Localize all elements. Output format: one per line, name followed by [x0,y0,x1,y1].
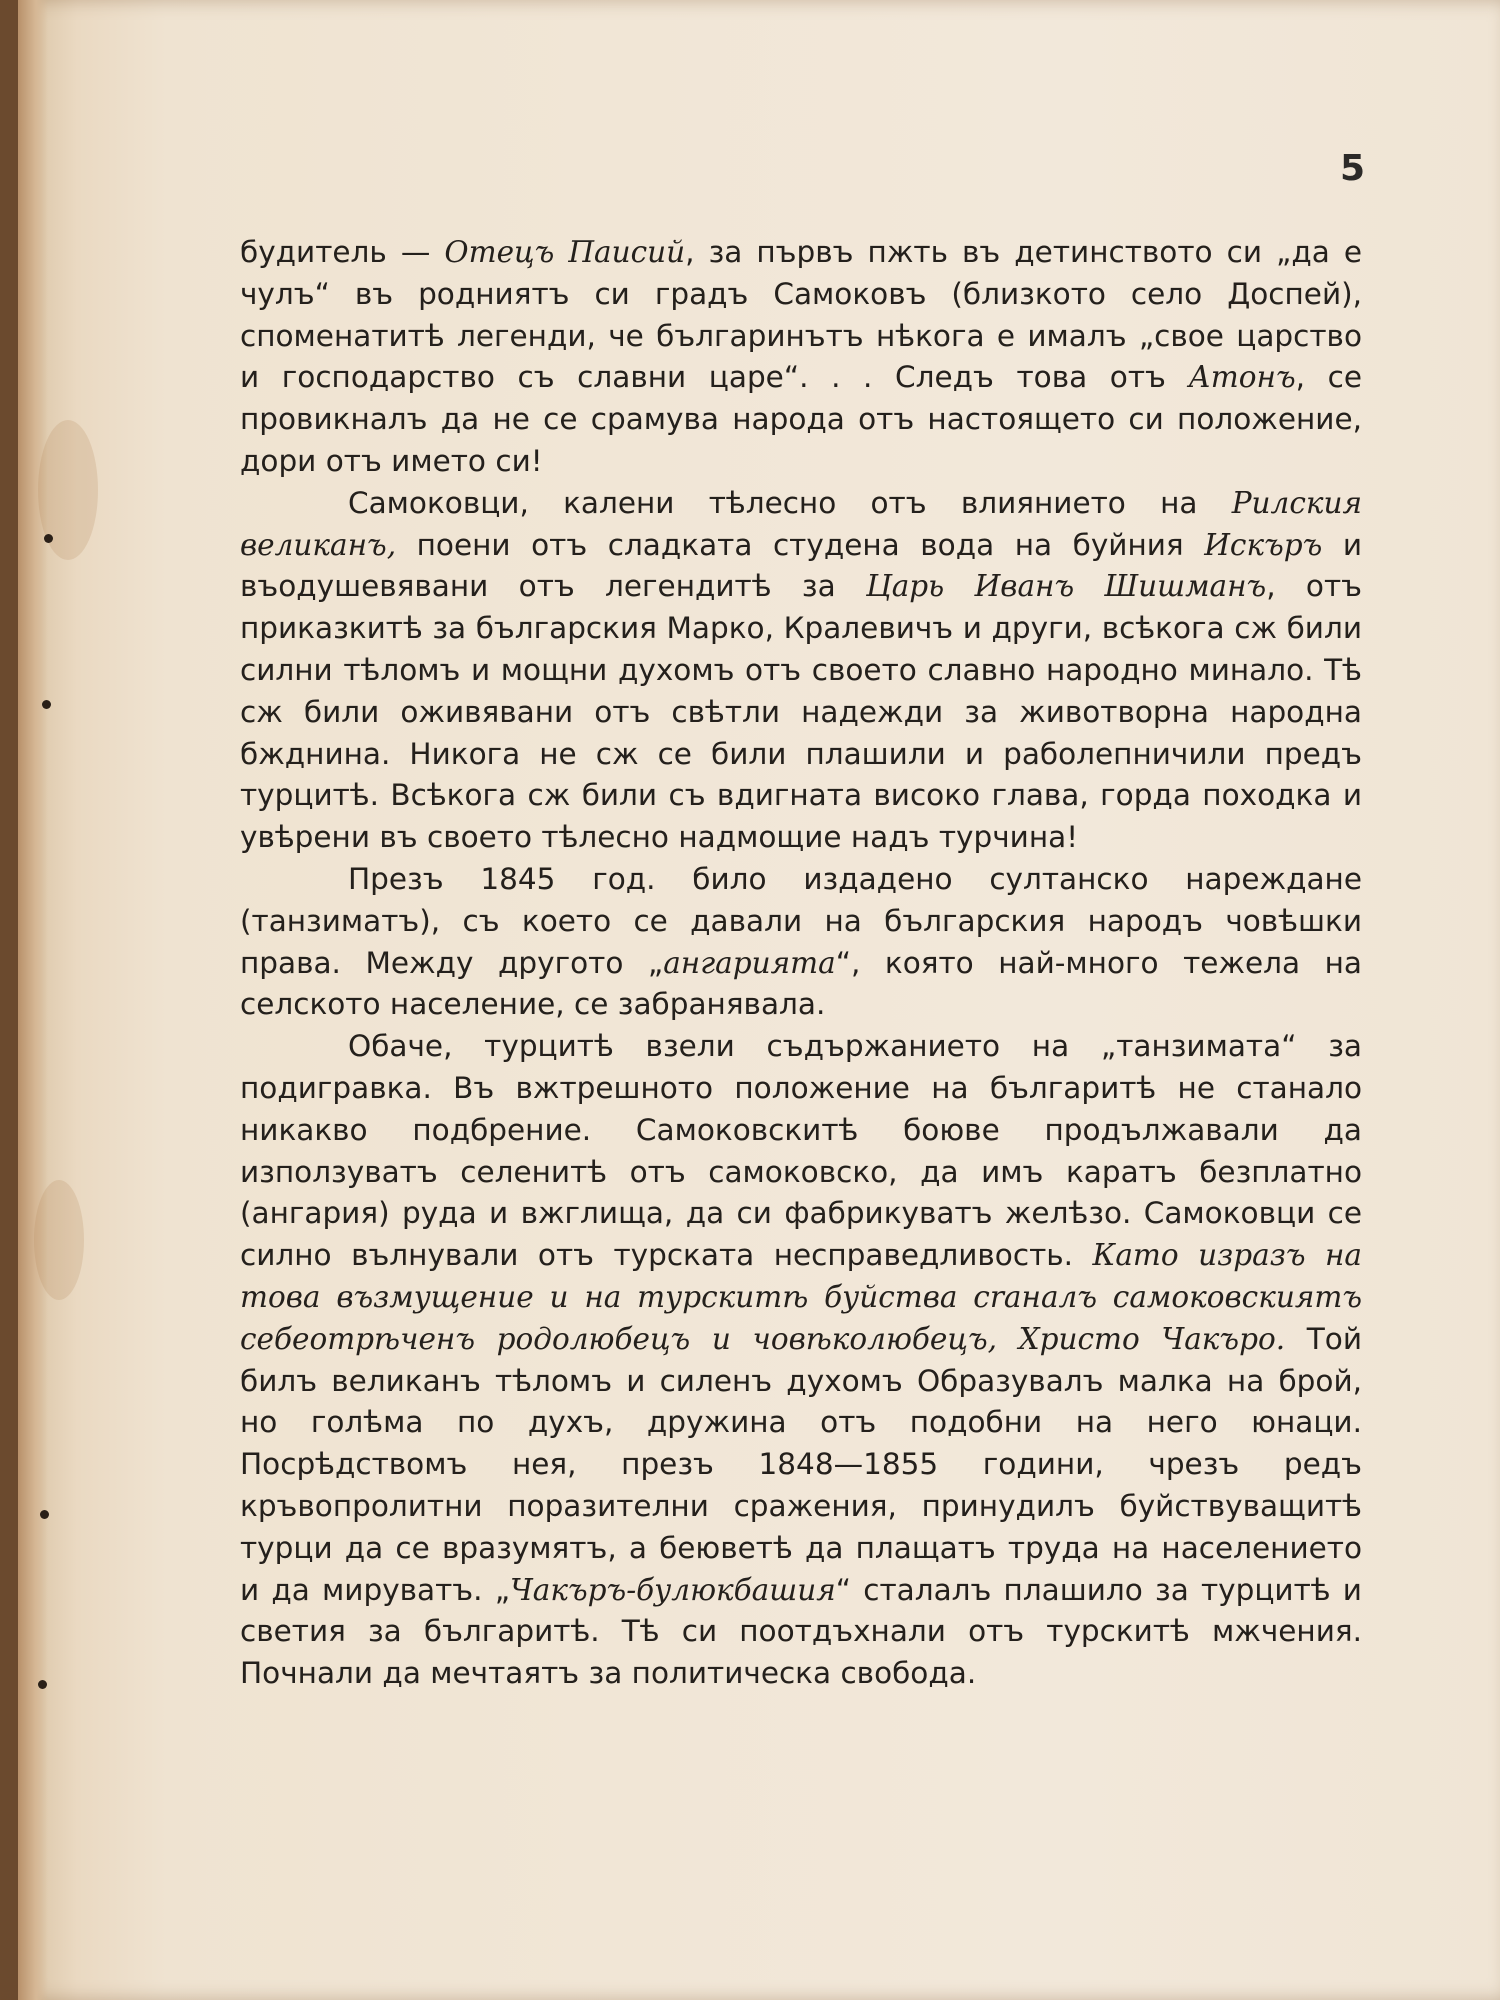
binding-hole [40,1510,49,1519]
binding-hole [38,1680,47,1689]
italic-text-run: Чакъръ-булюкбашия [510,1572,836,1607]
text-run: Самоковци, калени тѣлесно отъ влиянието на [348,485,1232,520]
text-run: , се провикналъ да не се срамува народа отъ настоящето си положение, дори отъ името си! [240,360,1362,478]
text-run: , за първъ пжть въ детинството си „да е чулъ“ въ родниятъ си градъ Самоковъ (близкото село Доспей), споменатитѣ легенди, че българинътъ нѣкога е ималъ „свое царство и господарство съ славни царе“. . . Следъ това отъ [240,235,1362,395]
text-run: будитель — [240,235,445,269]
paper-stain [34,1180,84,1300]
italic-text-run: ангарията [663,945,836,980]
italic-text-run: Като изразъ на това възмущение и на турскитѣ буйства craнaлъ самоковскиятъ себеотрѣченъ родолюбецъ и човѣколюбецъ, Христо Чакъро. [240,1238,1362,1356]
text-run: поени отъ сладката студена вода на буйния [396,527,1205,562]
binding-hole [42,700,51,709]
body-text [240,232,1362,1695]
italic-text-run: Царь Иванъ Шишманъ [865,569,1267,604]
italic-text-run: Рилския великанъ, [240,485,1362,562]
page-gutter-edge [18,0,48,2000]
text-run: Той билъ великанъ тѣломъ и силенъ духомъ Образувалъ малка на брой, но голѣма по духъ, дружина отъ подобни на него юнаци. Посрѣдствомъ нея, презъ 1848—1855 години, чрезъ редъ кръвопролитни поразителни сражения, принудилъ буйствуващитѣ турци да се вразумятъ, а беюветѣ да плащатъ труда на населението и да мируватъ. „ [240,1321,1362,1607]
paragraph [240,483,1362,859]
page-number: 5 [1340,148,1366,189]
paragraph [240,859,1362,1026]
book-page [18,0,1500,2000]
binding-hole [44,534,53,543]
paragraph [240,232,1362,483]
text-run: и въодушевявани отъ легендитѣ за [240,527,1362,604]
text-run: Презъ 1845 год. било издадено султанско нареждане (танзиматъ), съ което се давали на българския народъ човѣшки права. Между другото „ [240,861,1362,980]
text-run: Обаче, турцитѣ взели съдържанието на „танзимата“ за подигравка. Въ вжтрешното положение на българитѣ не станало никакво подбрение. Самоковскитѣ боюве продължавали да използуватъ селенитѣ отъ самоковско, да имъ каратъ безплатно (ангария) руда и вжглища, да си фабрикуватъ желѣзо. Самоковци се силно вълнували отъ турската несправедливость. [240,1029,1362,1273]
text-run: “, която най-много тежела на селското население, се забранявала. [240,945,1362,1022]
italic-text-run: Отецъ Паисий [444,235,686,269]
italic-text-run: Атонъ [1188,360,1296,395]
italic-text-run: Искъръ [1204,527,1323,562]
text-run: , отъ приказкитѣ за българския Марко, Кралевичъ и други, всѣкога сж били силни тѣломъ и мощни духомъ отъ своето славно народно минало. Тѣ сж били оживявани отъ свѣтли надежди за животворна народна бжднина. Никога не сж се били плашили и раболепничили предъ турцитѣ. Всѣкога сж били съ вдигната високо глава, горда походка и увѣрени въ своето тѣлесно надмощие надъ турчина! [240,569,1362,855]
paragraph [240,1026,1362,1695]
text-run: “ сталалъ плашило за турцитѣ и светия за българитѣ. Тѣ си поотдъхнали отъ турскитѣ мжчения. Почнали да мечтаятъ за политическа свобода. [240,1572,1362,1691]
